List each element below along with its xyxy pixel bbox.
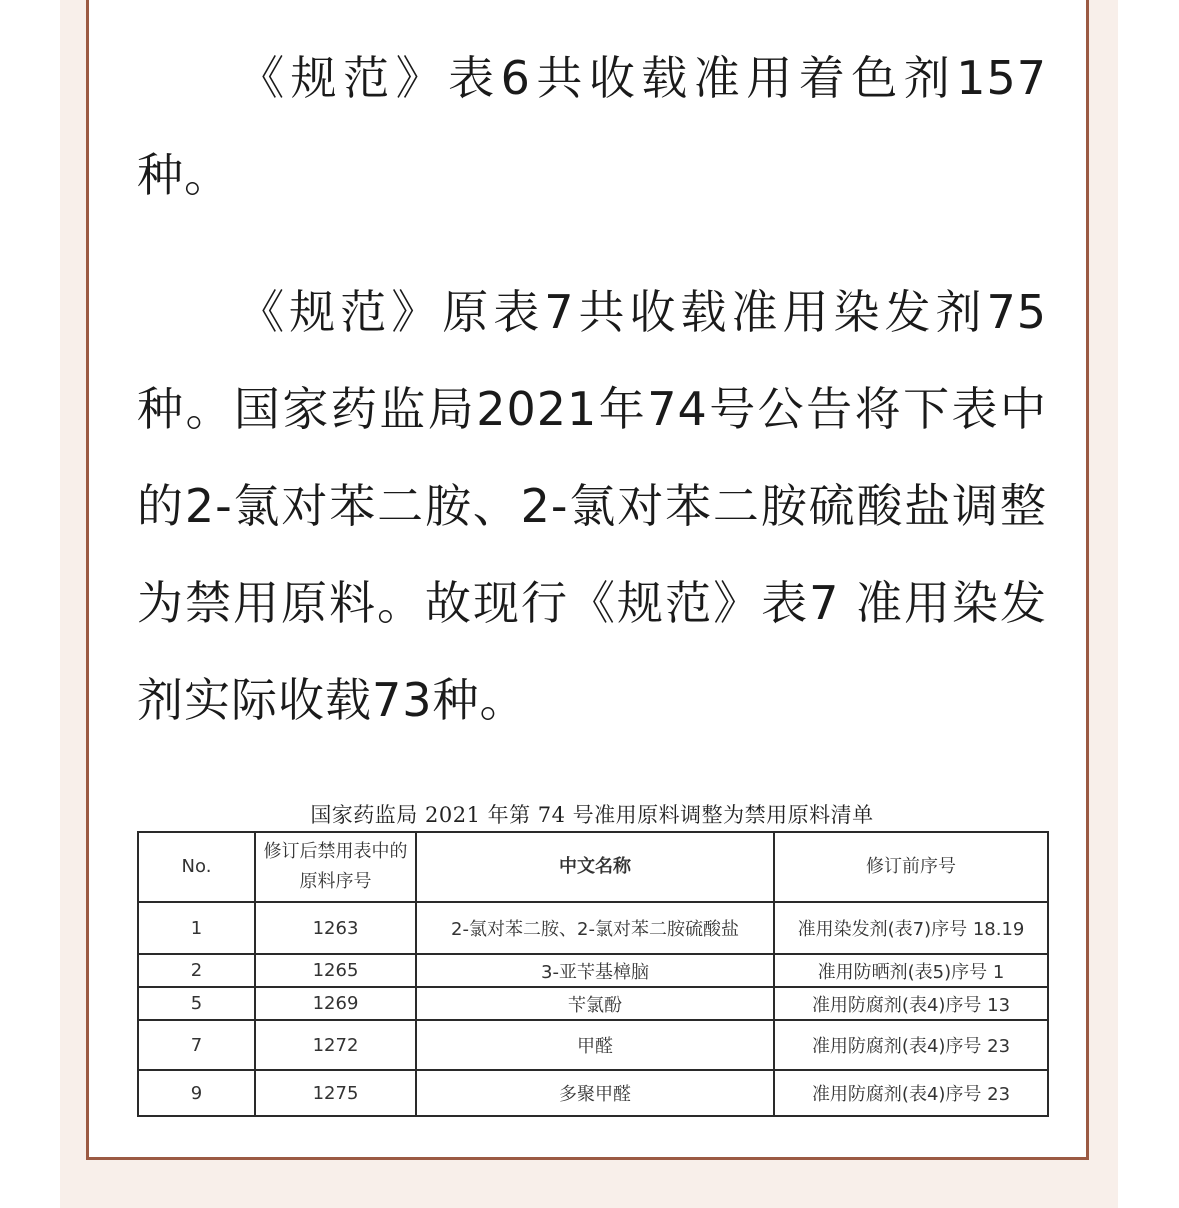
header-chinese-name: 中文名称	[416, 832, 774, 902]
cell-new-sequence: 1275	[255, 1070, 416, 1116]
table-title: 国家药监局 2021 年第 74 号准用原料调整为禁用原料清单	[310, 803, 874, 827]
table-header-row	[138, 832, 1048, 902]
cell-no: 9	[138, 1070, 255, 1116]
cell-chinese-name: 苄氯酚	[416, 987, 774, 1020]
cell-previous-sequence: 准用染发剂(表7)序号 18.19	[774, 902, 1048, 954]
cell-no: 2	[138, 954, 255, 987]
cell-new-sequence: 1263	[255, 902, 416, 954]
cell-chinese-name: 3-亚苄基樟脑	[416, 954, 774, 987]
cell-no: 7	[138, 1020, 255, 1070]
cell-no: 1	[138, 902, 255, 954]
table-row	[138, 902, 1048, 954]
table-row	[138, 954, 1048, 987]
header-no: No.	[138, 832, 255, 902]
cell-previous-sequence: 准用防腐剂(表4)序号 23	[774, 1070, 1048, 1116]
cell-new-sequence: 1269	[255, 987, 416, 1020]
article-card	[86, 0, 1089, 1160]
header-previous-sequence: 修订前序号	[774, 832, 1048, 902]
paragraph-colorants: 《规范》表6共收载准用着色剂157种。	[137, 51, 1047, 202]
banned-ingredients-table	[137, 831, 1049, 1117]
cell-no: 5	[138, 987, 255, 1020]
paragraph-hair-dyes: 《规范》原表7共收载准用染发剂75种。国家药监局2021年74号公告将下表中的2-氯对苯二胺、2-氯对苯二胺硫酸盐调整为禁用原料。故现行《规范》表7 准用染发剂实际收载73种。	[137, 285, 1047, 727]
header-new-sequence: 修订后禁用表中的原料序号	[255, 832, 416, 902]
cell-chinese-name: 甲醛	[416, 1020, 774, 1070]
cell-new-sequence: 1272	[255, 1020, 416, 1070]
table-row	[138, 1070, 1048, 1116]
cell-previous-sequence: 准用防腐剂(表4)序号 23	[774, 1020, 1048, 1070]
table-row	[138, 987, 1048, 1020]
cell-new-sequence: 1265	[255, 954, 416, 987]
cell-previous-sequence: 准用防腐剂(表4)序号 13	[774, 987, 1048, 1020]
cell-chinese-name: 多聚甲醛	[416, 1070, 774, 1116]
cell-previous-sequence: 准用防晒剂(表5)序号 1	[774, 954, 1048, 987]
cell-chinese-name: 2-氯对苯二胺、2-氯对苯二胺硫酸盐	[416, 902, 774, 954]
table-row	[138, 1020, 1048, 1070]
